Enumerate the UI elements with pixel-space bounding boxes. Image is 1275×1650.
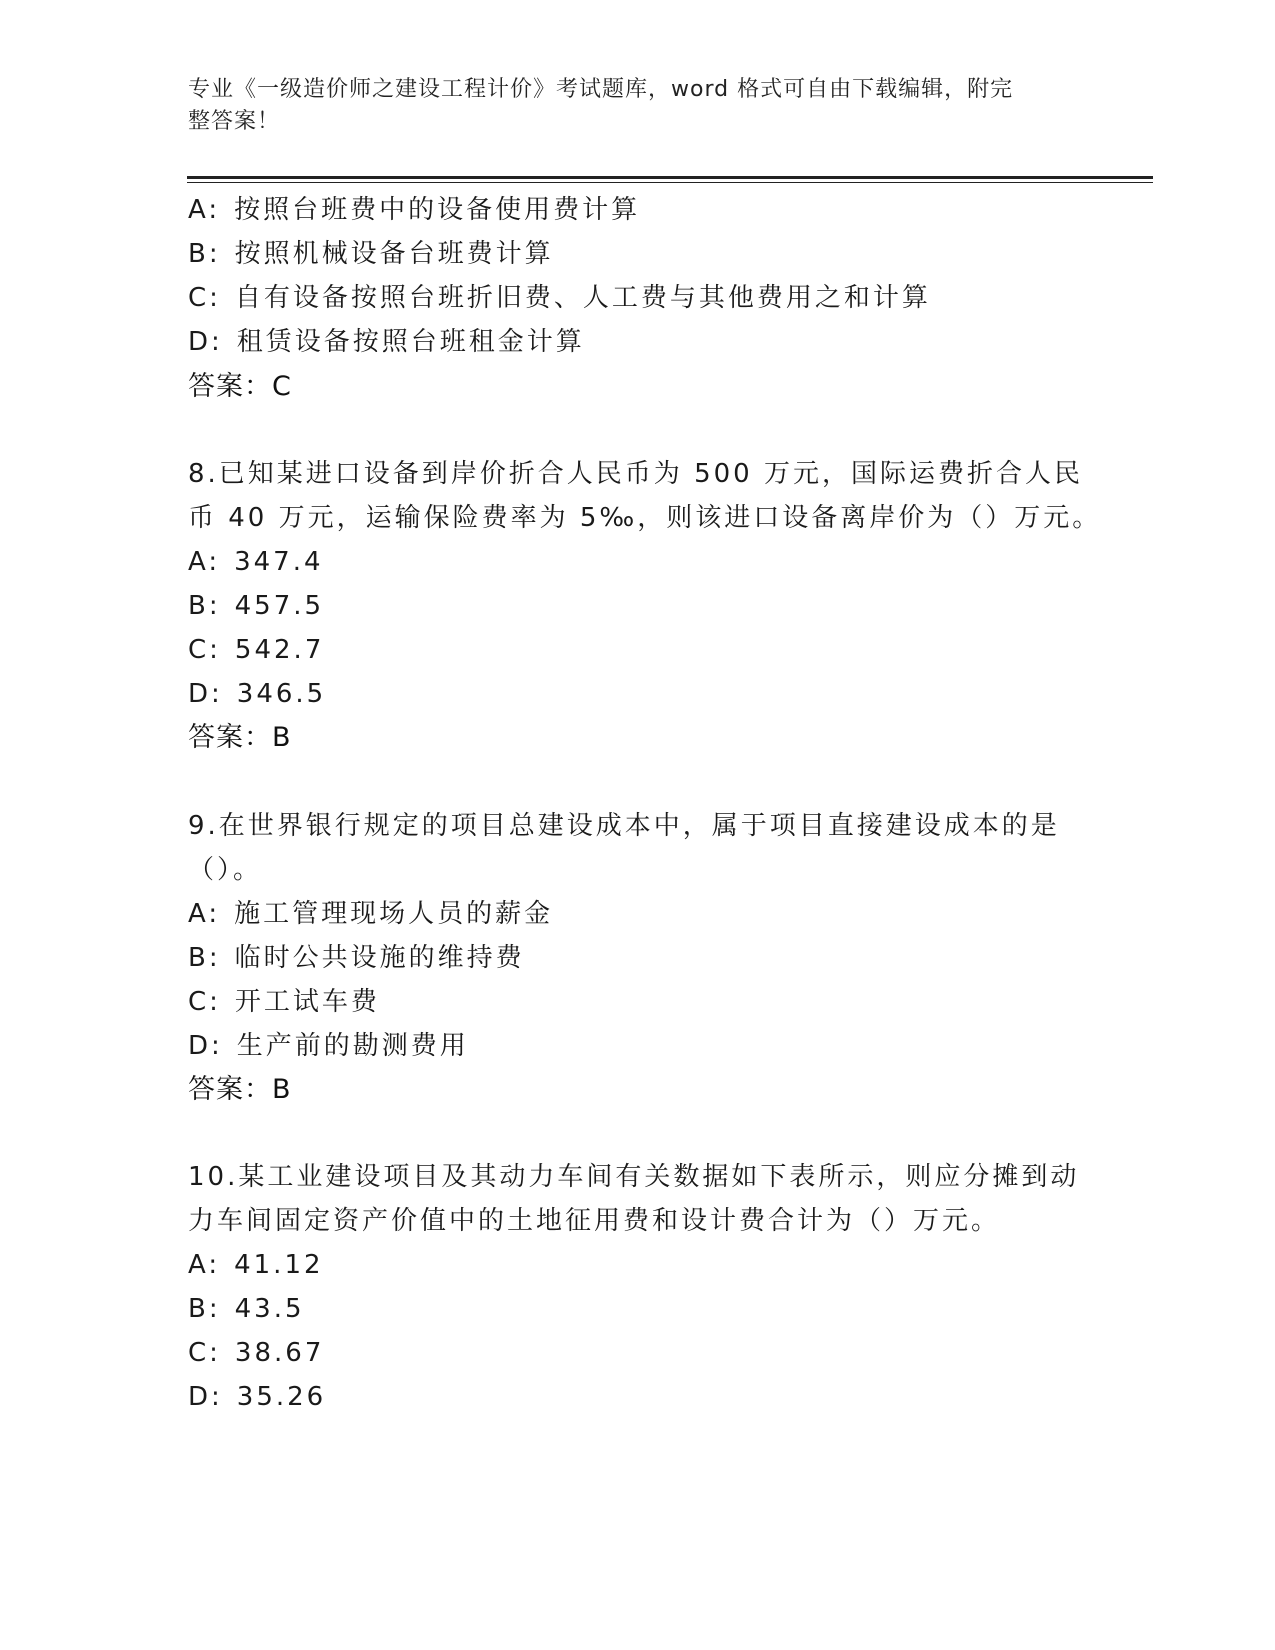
- option-letter: A:: [188, 195, 221, 225]
- q7-option-d: [188, 326, 585, 358]
- option-letter: D:: [188, 1382, 223, 1412]
- option-text: 租赁设备按照台班租金计算: [236, 327, 585, 357]
- q8-answer: 答案：B: [188, 722, 292, 753]
- option-letter: B:: [188, 1294, 221, 1324]
- q10-option-b: [188, 1293, 305, 1325]
- q9-option-a: [188, 898, 553, 930]
- q9-stem-line-1: 9.在世界银行规定的项目总建设成本中，属于项目直接建设成本的是: [188, 811, 1060, 841]
- option-letter: A:: [188, 899, 221, 929]
- option-letter: B:: [188, 239, 221, 269]
- q7-option-b: [188, 238, 554, 270]
- option-text: 347.4: [234, 547, 324, 577]
- option-text: 35.26: [236, 1382, 327, 1412]
- option-letter: C:: [188, 635, 221, 665]
- option-letter: D:: [188, 327, 223, 357]
- option-letter: C:: [188, 987, 221, 1017]
- q7-answer: 答案：C: [188, 371, 292, 402]
- option-text: 开工试车费: [234, 987, 380, 1017]
- header-divider-thin: [187, 182, 1153, 183]
- option-letter: B:: [188, 943, 221, 973]
- option-text: 38.67: [234, 1338, 325, 1368]
- option-text: 43.5: [234, 1294, 305, 1324]
- option-text: 41.12: [234, 1250, 324, 1280]
- q10-option-a: [188, 1249, 324, 1281]
- option-letter: A:: [188, 1250, 221, 1280]
- option-letter: C:: [188, 283, 221, 313]
- header-line-2: 整答案！: [188, 109, 281, 134]
- q8-option-b: [188, 590, 324, 622]
- option-letter: D:: [188, 679, 223, 709]
- q9-option-d: [188, 1030, 469, 1062]
- q8-option-c: [188, 634, 324, 666]
- option-letter: D:: [188, 1031, 223, 1061]
- q8-stem-line-2: 币 40 万元，运输保险费率为 5‰，则该进口设备离岸价为（）万元。: [188, 503, 1102, 533]
- option-text: 临时公共设施的维持费: [234, 943, 525, 973]
- option-text: 生产前的勘测费用: [236, 1031, 469, 1061]
- header-line-1: 专业《一级造价师之建设工程计价》考试题库，word 格式可自由下载编辑，附完: [188, 77, 1014, 102]
- option-text: 542.7: [234, 635, 325, 665]
- q9-answer: 答案：B: [188, 1074, 292, 1105]
- q7-option-c: [188, 282, 931, 314]
- q8-option-a: [188, 546, 324, 578]
- option-letter: A:: [188, 547, 221, 577]
- q10-option-c: [188, 1337, 324, 1369]
- option-text: 457.5: [234, 591, 325, 621]
- q10-stem-line-2: 力车间固定资产价值中的土地征用费和设计费合计为（）万元。: [188, 1206, 1001, 1236]
- option-text: 按照机械设备台班费计算: [234, 239, 554, 269]
- option-letter: B:: [188, 591, 221, 621]
- document-header: [188, 74, 1088, 138]
- option-text: 346.5: [236, 679, 327, 709]
- option-text: 施工管理现场人员的薪金: [234, 899, 554, 929]
- option-letter: C:: [188, 1338, 221, 1368]
- option-text: 自有设备按照台班折旧费、人工费与其他费用之和计算: [234, 283, 931, 313]
- q8-stem-line-1: 8.已知某进口设备到岸价折合人民币为 500 万元，国际运费折合人民: [188, 459, 1083, 489]
- option-text: 按照台班费中的设备使用费计算: [234, 195, 641, 225]
- q9-option-c: [188, 986, 380, 1018]
- q7-option-a: [188, 194, 640, 226]
- q9-stem-line-2: （）。: [188, 855, 263, 885]
- q8-option-d: [188, 678, 326, 710]
- q10-option-d: [188, 1381, 326, 1413]
- q9-option-b: [188, 942, 525, 974]
- q10-stem-line-1: 10.某工业建设项目及其动力车间有关数据如下表所示，则应分摊到动: [188, 1162, 1080, 1192]
- header-divider-thick: [187, 176, 1153, 179]
